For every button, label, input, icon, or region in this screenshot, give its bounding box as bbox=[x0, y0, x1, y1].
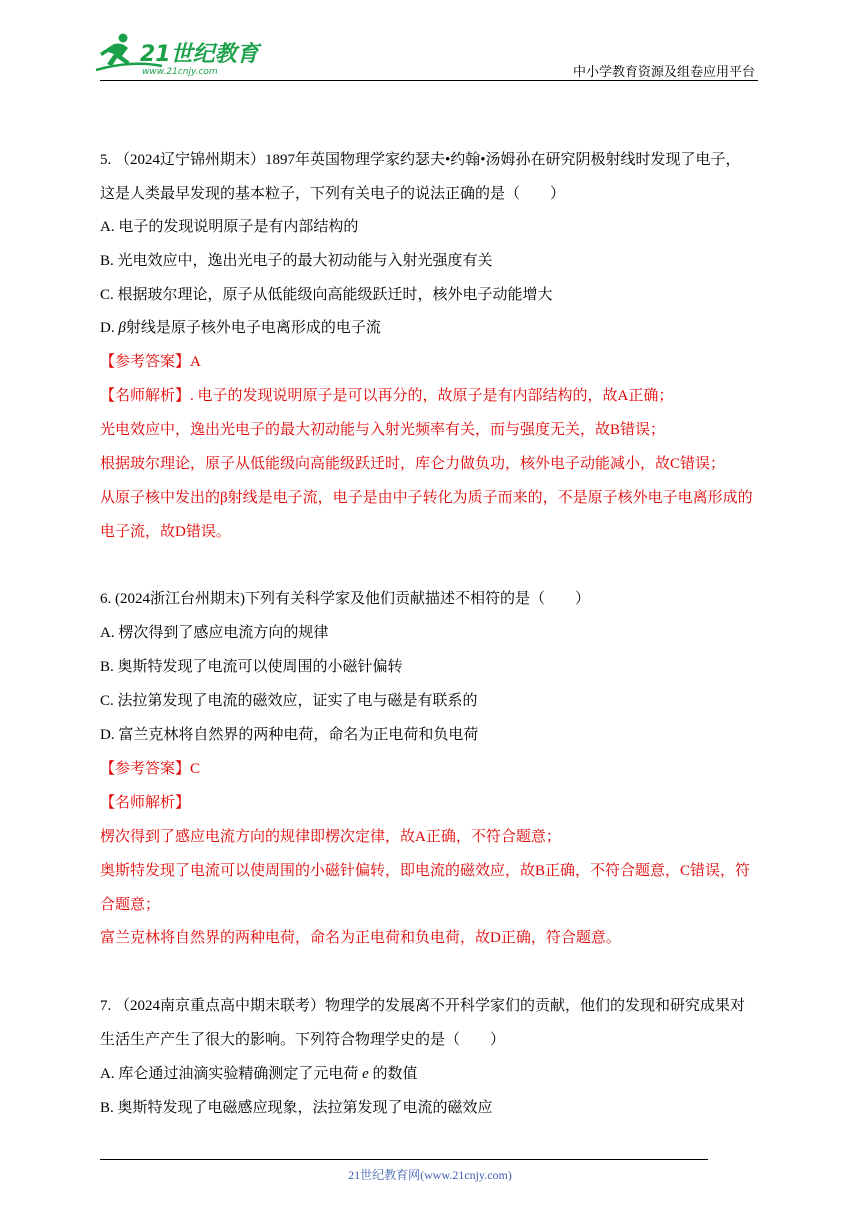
q7-option-b: B. 奥斯特发现了电磁感应现象，法拉第发现了电流的磁效应 bbox=[100, 1100, 493, 1116]
q6-analysis-line3: 合题意； bbox=[100, 897, 161, 913]
q5-analysis-line4: 从原子核中发出的β射线是电子流，电子是由中子转化为质子而来的，不是原子核外电子电离形成的 bbox=[100, 490, 753, 506]
footer-link[interactable]: 21世纪教育网(www.21cnjy.com) bbox=[348, 1168, 512, 1182]
q7-stem-line1: 7. （2024南京重点高中期末联考）物理学的发展离不开科学家们的贡献，他们的发现和研究成果对 bbox=[100, 998, 746, 1014]
q5-option-a: A. 电子的发现说明原子是有内部结构的 bbox=[100, 219, 359, 235]
q5-analysis-line2: 光电效应中，逸出光电子的最大初动能与入射光频率有关，而与强度无关，故B错误； bbox=[100, 422, 666, 438]
q5-analysis-line1: 【名师解析】. 电子的发现说明原子是可以再分的，故原子是有内部结构的，故A正确； bbox=[100, 388, 674, 404]
e-symbol: e bbox=[362, 1066, 369, 1082]
q5-option-b: B. 光电效应中，逸出光电子的最大初动能与入射光强度有关 bbox=[100, 253, 493, 269]
q6-analysis-line1: 楞次得到了感应电流方向的规律即楞次定律，故A正确，不符合题意； bbox=[100, 829, 561, 845]
q5-analysis-line5: 电子流，故D错误。 bbox=[100, 524, 231, 540]
header-divider bbox=[100, 80, 758, 81]
q5-option-d-text: 射线是原子核外电子电离形成的电子流 bbox=[125, 320, 381, 336]
q6-analysis-line2: 奥斯特发现了电流可以使周围的小磁针偏转，即电流的磁效应，故B正确，不符合题意，C错误，符 bbox=[100, 863, 751, 879]
q5-analysis-line3: 根据玻尔理论，原子从低能级向高能级跃迁时，库仑力做负功，核外电子动能减小，故C错误； bbox=[100, 456, 726, 472]
logo-text: 21世纪教育 bbox=[140, 42, 259, 67]
header-platform-text: 中小学教育资源及组卷应用平台 bbox=[572, 64, 755, 79]
q7-option-a-suffix: 的数值 bbox=[372, 1066, 418, 1082]
q6-answer: 【参考答案】C bbox=[100, 761, 201, 777]
q6-analysis-line4: 富兰克林将自然界的两种电荷，命名为正电荷和负电荷，故D正确，符合题意。 bbox=[100, 930, 621, 946]
q6-option-d: D. 富兰克林将自然界的两种电荷，命名为正电荷和负电荷 bbox=[100, 727, 479, 743]
q7-option-a-prefix: A. 库仑通过油滴实验精确测定了元电荷 bbox=[100, 1066, 359, 1082]
q6-stem: 6. (2024浙江台州期末)下列有关科学家及他们贡献描述不相符的是（ ） bbox=[100, 591, 590, 607]
q7-option-a bbox=[100, 1064, 418, 1084]
q6-option-a: A. 楞次得到了感应电流方向的规律 bbox=[100, 625, 329, 641]
q6-option-b: B. 奥斯特发现了电流可以使周围的小磁针偏转 bbox=[100, 659, 403, 675]
q6-option-c: C. 法拉第发现了电流的磁效应，证实了电与磁是有联系的 bbox=[100, 693, 478, 709]
q7-stem-line2: 生活生产产生了很大的影响。下列符合物理学史的是（ ） bbox=[100, 1032, 506, 1048]
q5-option-c: C. 根据玻尔理论，原子从低能级向高能级跃迁时，核外电子动能增大 bbox=[100, 287, 553, 303]
q6-analysis-title: 【名师解析】 bbox=[100, 795, 191, 811]
q5-answer: 【参考答案】A bbox=[100, 354, 201, 370]
q5-option-d bbox=[100, 318, 381, 338]
site-logo bbox=[92, 30, 262, 86]
q5-stem-line1: 5. （2024辽宁锦州期末）1897年英国物理学家约瑟夫•约翰•汤姆孙在研究阴极射线时发现了电子， bbox=[100, 152, 741, 168]
footer-divider bbox=[100, 1159, 708, 1160]
page-header bbox=[0, 0, 860, 90]
logo-url: www.21cnjy.com bbox=[142, 67, 218, 77]
q5-stem-line2: 这是人类最早发现的基本粒子，下列有关电子的说法正确的是（ ） bbox=[100, 186, 566, 202]
beta-symbol: β bbox=[118, 320, 126, 336]
q5-option-d-prefix: D. bbox=[100, 320, 119, 336]
